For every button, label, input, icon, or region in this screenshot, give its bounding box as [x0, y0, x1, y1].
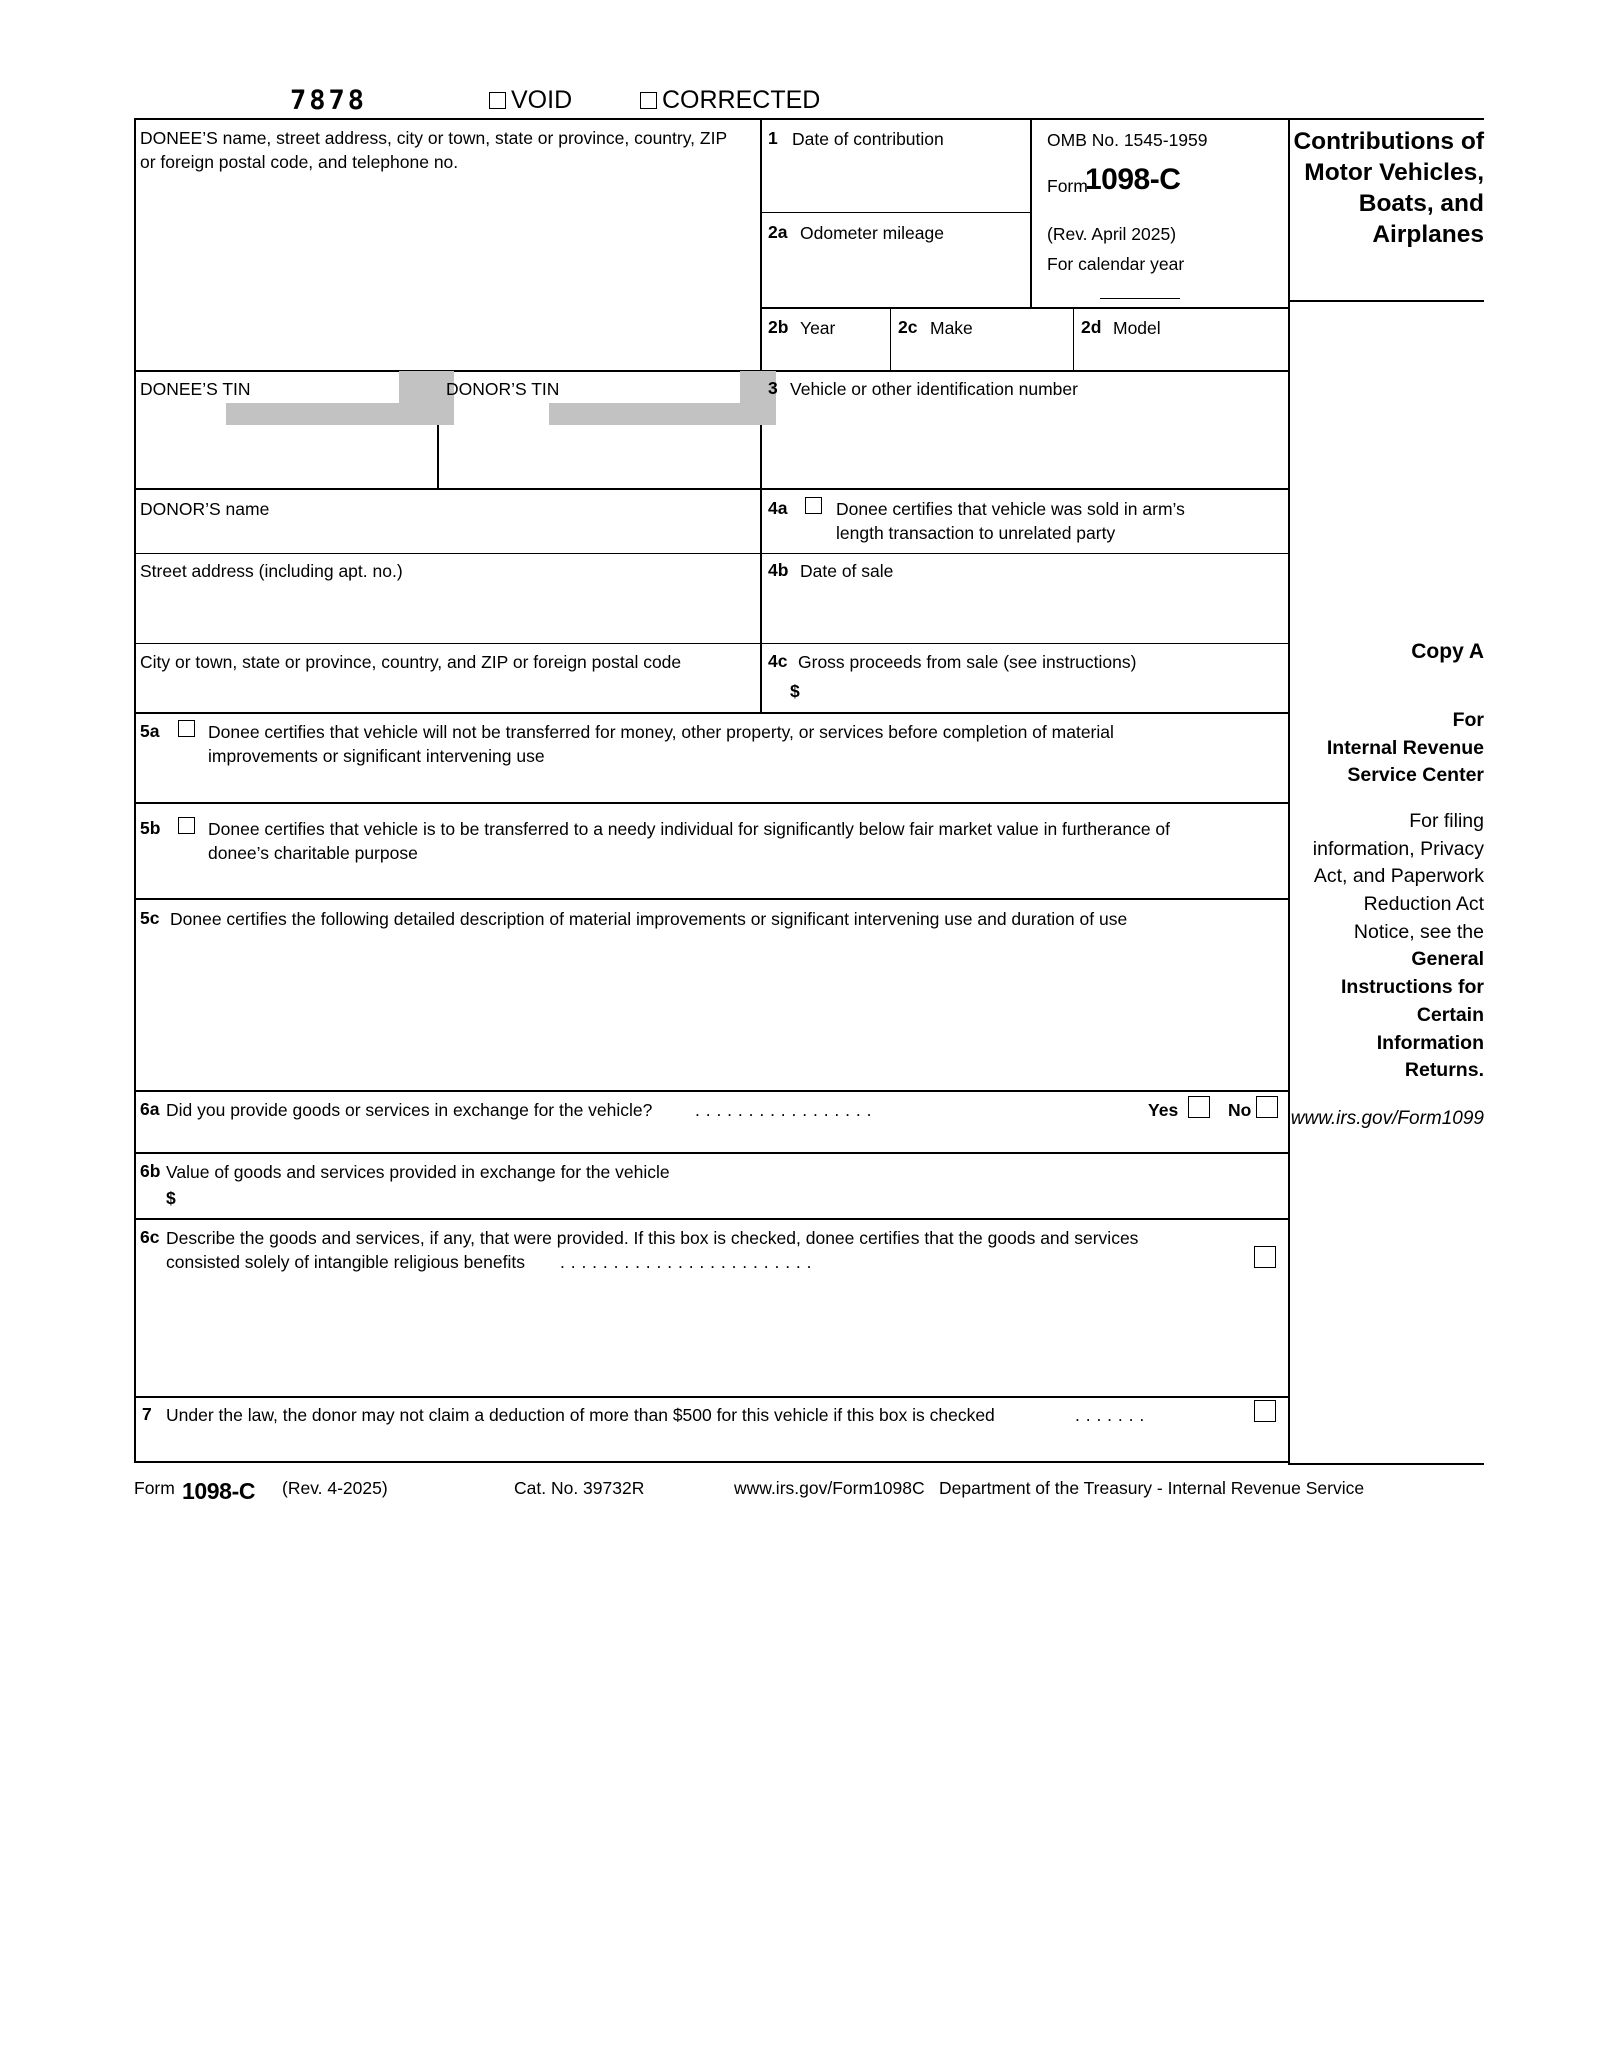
box2a-number: 2a [768, 222, 788, 242]
box6a-label: Did you provide goods or services in exchange for the vehicle? [166, 1100, 653, 1120]
form-title [1180, 126, 1484, 250]
donee-name-address-label: DONEE’S name, street address, city or town, state or province, country, ZIP or foreign postal code, and telephone no. [140, 128, 727, 172]
box2d-number: 2d [1081, 317, 1102, 337]
donor-tin-label: DONOR’S TIN [446, 379, 560, 399]
box2b-number: 2b [768, 317, 789, 337]
box5a-label-line-1: Donee certifies that vehicle will not be transferred for money, other property, or services before completion of material [208, 722, 1114, 742]
footer-form-number: 1098-C [182, 1478, 256, 1504]
box6c-number: 6c [140, 1227, 160, 1247]
filing-line-3: Act, and Paperwork [1313, 865, 1484, 888]
box1-value-field[interactable] [768, 150, 1022, 208]
box5c-number: 5c [140, 908, 160, 928]
box6a-no-label: No [1228, 1100, 1252, 1120]
corrected-checkbox[interactable] [640, 92, 657, 109]
box5a-number: 5a [140, 721, 160, 741]
box4b-value-field[interactable] [768, 586, 1268, 638]
footer-rule [1288, 1463, 1484, 1465]
form-word: Form [1047, 176, 1088, 196]
filing-bold-line-4: Information [1376, 1031, 1484, 1054]
box2c-label: Make [930, 318, 973, 338]
vrule-2b-2c [890, 307, 891, 370]
box4c-currency-symbol: $ [790, 681, 800, 701]
box4a-label-line-1: Donee certifies that vehicle was sold in arm’s [836, 499, 1185, 519]
box4b-number: 4b [768, 560, 789, 580]
box2d-label: Model [1113, 318, 1161, 338]
box6c-value-field[interactable] [140, 1278, 1280, 1390]
box6b-value-field[interactable] [190, 1185, 1270, 1213]
vrule-box1-omb [1030, 118, 1032, 307]
box4a-number: 4a [768, 498, 788, 518]
rule-street-bottom [134, 643, 1290, 644]
box5b-label-line-2: donee’s charitable purpose [208, 842, 418, 863]
rule-tin-row-top [134, 370, 1290, 372]
copy-a-recipient [1180, 707, 1484, 790]
box1-label: Date of contribution [792, 129, 944, 149]
box2a-label: Odometer mileage [800, 223, 944, 243]
box6a-number: 6a [140, 1099, 160, 1119]
footer-revision: (Rev. 4-2025) [282, 1478, 388, 1498]
rule-above-vehicle-row [760, 307, 1288, 309]
donor-name-field[interactable] [140, 522, 740, 550]
filing-line-1: For filing [1409, 810, 1484, 832]
form-title-line-2: Motor Vehicles, [1304, 159, 1484, 187]
rule-6c-bottom [134, 1396, 1290, 1398]
box5b-number: 5b [140, 818, 161, 838]
box3-value-field[interactable] [768, 404, 1278, 482]
footer-catalog-number: Cat. No. 39732R [514, 1478, 645, 1498]
form-revision: (Rev. April 2025) [1047, 224, 1177, 244]
form-number: 1098-C [1085, 163, 1181, 196]
donee-tin-redaction-lower [226, 403, 454, 425]
corrected-label: CORRECTED [662, 86, 821, 114]
box4c-label: Gross proceeds from sale (see instructions) [798, 652, 1137, 672]
box5a-label-line-2: improvements or significant intervening use [208, 745, 545, 766]
box2c-value-field[interactable] [898, 340, 1058, 366]
form-title-line-1: Contributions of [1293, 128, 1484, 155]
box2d-value-field[interactable] [1081, 340, 1271, 366]
donor-city-field[interactable] [140, 676, 740, 708]
box6c-checkbox[interactable] [1254, 1246, 1276, 1268]
header-rule-mid [1288, 300, 1484, 302]
box7-number: 7 [142, 1404, 152, 1424]
rule-city-bottom [134, 712, 1290, 714]
ocr-control-number: 7878 [290, 85, 368, 116]
copy-a-for-word: For [1452, 709, 1484, 731]
filing-bold-line-2: Instructions for [1340, 976, 1484, 999]
omb-number: OMB No. 1545-1959 [1047, 130, 1208, 150]
rule-donor-name-bottom [134, 553, 1290, 554]
header-rule-top [1288, 118, 1484, 120]
box4a-checkbox[interactable] [805, 497, 822, 514]
box4a-label-line-2: length transaction to unrelated party [836, 522, 1116, 543]
rule-5a-bottom [134, 802, 1290, 804]
box6c-label-line-1: Describe the goods and services, if any, that were provided. If this box is checked, donee certifies that the goods and services [166, 1228, 1139, 1248]
box2c-number: 2c [898, 317, 918, 337]
donee-tin-label: DONEE’S TIN [140, 379, 251, 399]
box5b-label-line-1: Donee certifies that vehicle is to be transferred to a needy individual for significantly below fair market value in furtherance of [208, 819, 1171, 839]
footer-department: Department of the Treasury - Internal Revenue Service [939, 1478, 1365, 1498]
copy-a-irs-line-1: Internal Revenue [1326, 736, 1484, 759]
box5c-value-field[interactable] [140, 936, 1280, 1084]
irs-form1099-url[interactable]: www.irs.gov/Form1099 [1290, 1108, 1484, 1129]
box7-checkbox[interactable] [1254, 1400, 1276, 1422]
donee-tin-field[interactable] [140, 430, 420, 482]
copy-column-divider [1288, 118, 1290, 1463]
filing-bold-line-3: Certain [1416, 1003, 1484, 1026]
box6b-label: Value of goods and services provided in exchange for the vehicle [166, 1162, 670, 1182]
box5a-checkbox[interactable] [178, 720, 195, 737]
void-label: VOID [511, 86, 573, 114]
donor-street-field[interactable] [140, 586, 740, 638]
box4c-value-field[interactable] [812, 678, 1268, 706]
calendar-year-underline [1100, 298, 1180, 299]
filing-line-5: Notice, see the [1353, 920, 1484, 943]
box2b-label: Year [800, 318, 836, 338]
donor-name-label: DONOR’S name [140, 499, 270, 519]
rule-tin-row-bottom [134, 488, 1290, 490]
box6a-yes-label: Yes [1148, 1100, 1179, 1120]
box1-number: 1 [768, 128, 778, 148]
box7-label: Under the law, the donor may not claim a deduction of more than $500 for this vehicle if this box is checked [166, 1405, 995, 1425]
box7-leader-dots: . . . . . . . [1075, 1405, 1145, 1425]
donor-city-label: City or town, state or province, country, and ZIP or foreign postal code [140, 652, 682, 672]
box5b-checkbox[interactable] [178, 817, 195, 834]
box2b-value-field[interactable] [768, 340, 878, 366]
box3-number: 3 [768, 378, 778, 398]
box2a-value-field[interactable] [768, 246, 1022, 302]
box6c-label-line-2: consisted solely of intangible religious benefits [166, 1252, 525, 1272]
rule-5b-bottom [134, 898, 1290, 900]
filing-line-4: Reduction Act [1363, 893, 1484, 916]
rule-5c-bottom [134, 1090, 1290, 1092]
box4c-number: 4c [768, 651, 788, 671]
rule-6a-bottom [134, 1152, 1290, 1154]
vrule-left-box4 [760, 488, 762, 712]
calendar-year-label: For calendar year [1047, 254, 1185, 274]
box6b-number: 6b [140, 1161, 161, 1181]
donor-tin-field[interactable] [446, 430, 726, 482]
vrule-2c-2d [1073, 307, 1074, 370]
form-title-line-3: Boats, and [1358, 190, 1484, 218]
copy-a-filing-notice [1175, 808, 1484, 1085]
filing-bold-line-5: Returns. [1404, 1059, 1484, 1082]
form-title-line-4: Airplanes [1372, 221, 1484, 249]
box4b-label: Date of sale [800, 561, 894, 581]
box5c-label: Donee certifies the following detailed description of material improvements or significant intervening use and duration of use [170, 909, 1128, 929]
vrule-donee-box1 [760, 118, 762, 370]
box6a-leader-dots: . . . . . . . . . . . . . . . . . [695, 1100, 872, 1120]
donor-tin-redaction-lower [549, 403, 776, 425]
box3-label: Vehicle or other identification number [790, 379, 1078, 399]
filing-bold-line-1: General [1411, 948, 1484, 971]
rule-6b-bottom [134, 1218, 1290, 1220]
box6c-leader-dots: . . . . . . . . . . . . . . . . . . . . . . . . [560, 1252, 813, 1272]
footer-form-word: Form [134, 1478, 175, 1498]
filing-line-2: information, Privacy [1312, 837, 1484, 860]
void-checkbox[interactable] [489, 92, 506, 109]
copy-a-irs-line-2: Service Center [1347, 764, 1484, 787]
copy-a-title: Copy A [1411, 640, 1484, 663]
calendar-year-field[interactable] [1100, 276, 1180, 298]
footer-url[interactable]: www.irs.gov/Form1098C [734, 1478, 925, 1498]
rule-box1-box2a [760, 212, 1030, 213]
donor-street-label: Street address (including apt. no.) [140, 561, 403, 581]
box6b-currency-symbol: $ [166, 1188, 176, 1208]
